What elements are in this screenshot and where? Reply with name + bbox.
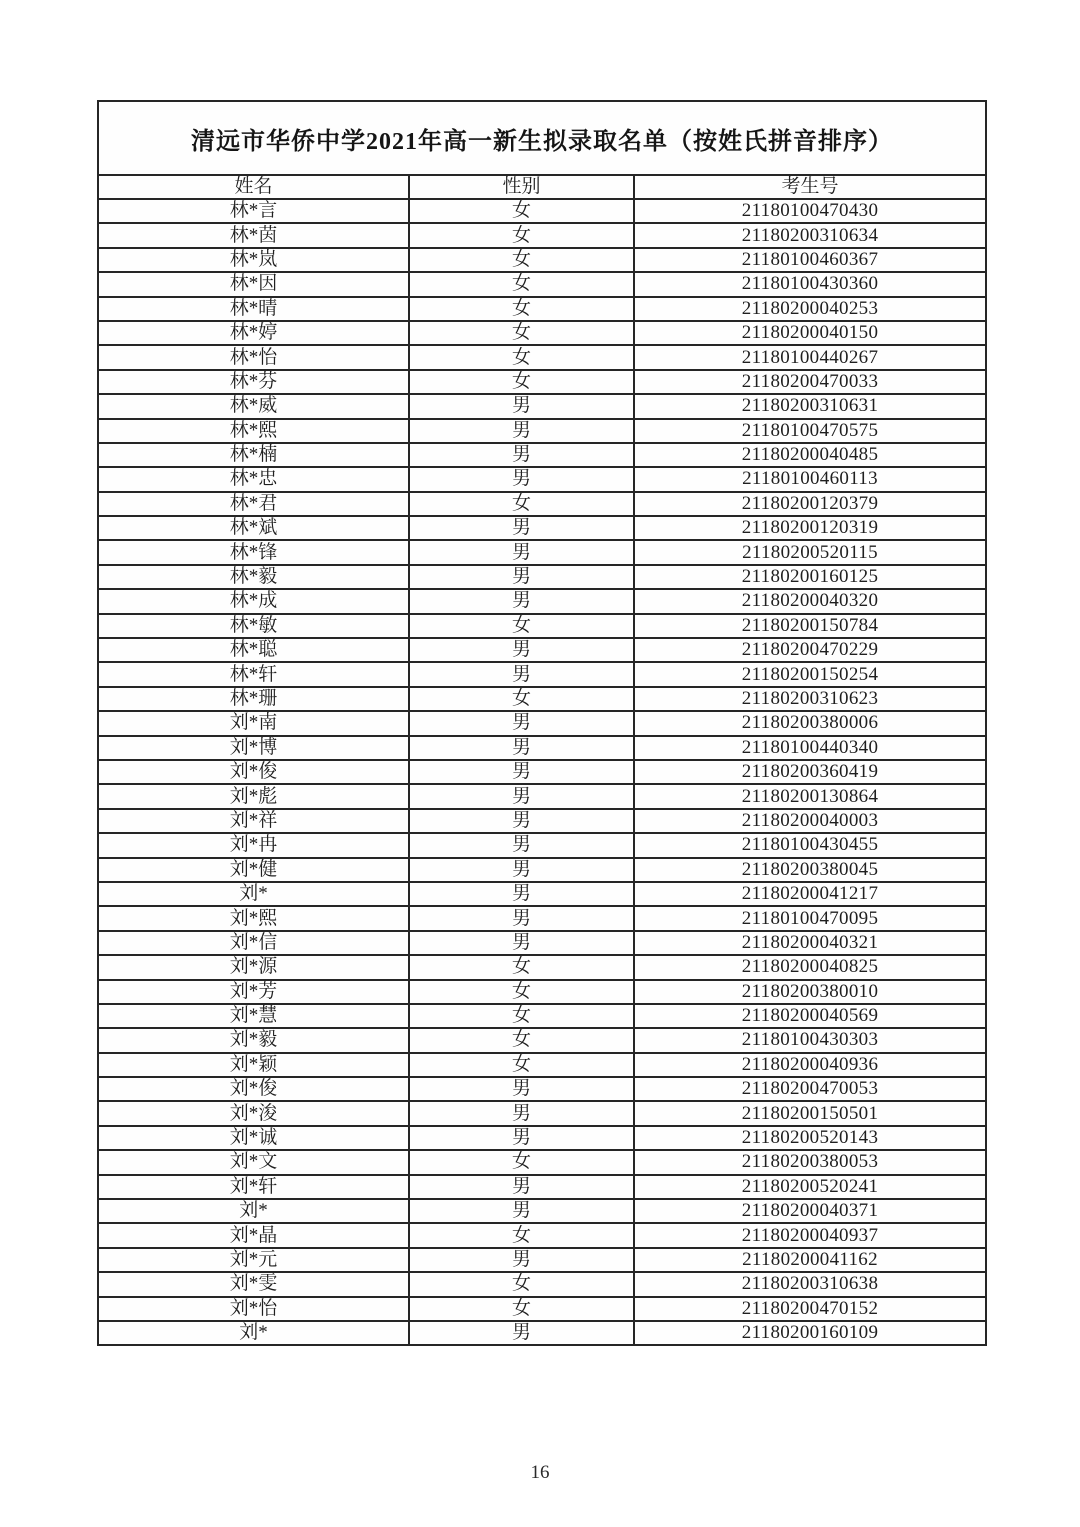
cell-exam-no: 21180200040371	[634, 1199, 986, 1223]
cell-exam-no: 21180200160109	[634, 1321, 986, 1345]
table-row	[98, 1101, 986, 1125]
column-header-exam-no: 考生号	[634, 175, 986, 199]
cell-gender: 男	[409, 1248, 634, 1272]
cell-gender: 女	[409, 1150, 634, 1174]
cell-name: 林*婷	[98, 321, 409, 345]
cell-name: 刘*祥	[98, 809, 409, 833]
cell-name: 刘*慧	[98, 1004, 409, 1028]
cell-exam-no: 21180200310623	[634, 687, 986, 711]
table-row	[98, 248, 986, 272]
table-row	[98, 784, 986, 808]
cell-name: 林*言	[98, 199, 409, 223]
cell-gender: 男	[409, 784, 634, 808]
table-row	[98, 199, 986, 223]
table-row	[98, 394, 986, 418]
cell-name: 林*珊	[98, 687, 409, 711]
cell-exam-no: 21180200120379	[634, 492, 986, 516]
cell-gender: 男	[409, 419, 634, 443]
table-row	[98, 1175, 986, 1199]
cell-name: 刘*彪	[98, 784, 409, 808]
cell-exam-no: 21180200120319	[634, 516, 986, 540]
cell-gender: 男	[409, 467, 634, 491]
cell-gender: 女	[409, 492, 634, 516]
cell-exam-no: 21180100460113	[634, 467, 986, 491]
cell-name: 林*晴	[98, 297, 409, 321]
cell-exam-no: 21180200130864	[634, 784, 986, 808]
table-row	[98, 1150, 986, 1174]
cell-name: 刘*文	[98, 1150, 409, 1174]
cell-name: 刘*晶	[98, 1223, 409, 1247]
table-row	[98, 565, 986, 589]
cell-name: 刘*源	[98, 955, 409, 979]
cell-exam-no: 21180200470229	[634, 638, 986, 662]
column-header-name: 姓名	[98, 175, 409, 199]
cell-exam-no: 21180200380045	[634, 858, 986, 882]
table-row	[98, 370, 986, 394]
cell-name: 刘*健	[98, 858, 409, 882]
cell-name: 刘*元	[98, 1248, 409, 1272]
cell-gender: 女	[409, 1297, 634, 1321]
cell-name: 林*锋	[98, 540, 409, 564]
cell-gender: 男	[409, 736, 634, 760]
cell-name: 林*熙	[98, 419, 409, 443]
cell-name: 刘*颖	[98, 1053, 409, 1077]
cell-exam-no: 21180100440340	[634, 736, 986, 760]
table-row	[98, 516, 986, 540]
cell-gender: 女	[409, 1053, 634, 1077]
cell-exam-no: 21180200520143	[634, 1126, 986, 1150]
cell-gender: 男	[409, 760, 634, 784]
table-row	[98, 858, 986, 882]
cell-gender: 女	[409, 1223, 634, 1247]
table-row	[98, 540, 986, 564]
cell-exam-no: 21180200160125	[634, 565, 986, 589]
cell-exam-no: 21180200041217	[634, 882, 986, 906]
cell-exam-no: 21180100430455	[634, 833, 986, 857]
cell-exam-no: 21180200310631	[634, 394, 986, 418]
cell-gender: 男	[409, 906, 634, 930]
cell-exam-no: 21180200040485	[634, 443, 986, 467]
cell-gender: 女	[409, 1028, 634, 1052]
page-title: 清远市华侨中学2021年高一新生拟录取名单（按姓氏拼音排序）	[98, 101, 986, 175]
table-row	[98, 1053, 986, 1077]
table-row	[98, 1297, 986, 1321]
table-row	[98, 687, 986, 711]
cell-name: 刘*浚	[98, 1101, 409, 1125]
cell-gender: 男	[409, 711, 634, 735]
cell-gender: 男	[409, 931, 634, 955]
cell-exam-no: 21180200040321	[634, 931, 986, 955]
cell-gender: 男	[409, 833, 634, 857]
cell-name: 林*怡	[98, 345, 409, 369]
cell-gender: 男	[409, 565, 634, 589]
cell-name: 刘*毅	[98, 1028, 409, 1052]
table-row	[98, 1199, 986, 1223]
cell-name: 刘*芳	[98, 980, 409, 1004]
table-row	[98, 1028, 986, 1052]
cell-gender: 男	[409, 1321, 634, 1345]
cell-gender: 女	[409, 687, 634, 711]
cell-name: 刘*雯	[98, 1272, 409, 1296]
cell-gender: 男	[409, 882, 634, 906]
cell-gender: 女	[409, 199, 634, 223]
cell-exam-no: 21180200040253	[634, 297, 986, 321]
cell-exam-no: 21180200360419	[634, 760, 986, 784]
table-row	[98, 833, 986, 857]
table-row	[98, 443, 986, 467]
cell-gender: 男	[409, 443, 634, 467]
table-row	[98, 272, 986, 296]
cell-name: 林*轩	[98, 662, 409, 686]
cell-exam-no: 21180100470430	[634, 199, 986, 223]
cell-gender: 女	[409, 614, 634, 638]
cell-exam-no: 21180200041162	[634, 1248, 986, 1272]
table-row	[98, 614, 986, 638]
cell-name: 林*威	[98, 394, 409, 418]
cell-name: 林*因	[98, 272, 409, 296]
cell-name: 林*茵	[98, 223, 409, 247]
table-row	[98, 931, 986, 955]
table-row	[98, 736, 986, 760]
table-row	[98, 882, 986, 906]
table-row	[98, 1126, 986, 1150]
cell-gender: 女	[409, 248, 634, 272]
table-row	[98, 1321, 986, 1345]
cell-name: 刘*博	[98, 736, 409, 760]
cell-name: 刘*	[98, 1199, 409, 1223]
table-row	[98, 589, 986, 613]
table-row	[98, 1077, 986, 1101]
cell-exam-no: 21180200470033	[634, 370, 986, 394]
cell-exam-no: 21180200040320	[634, 589, 986, 613]
cell-name: 刘*诚	[98, 1126, 409, 1150]
cell-gender: 女	[409, 321, 634, 345]
header-row	[98, 175, 986, 199]
table-row	[98, 1248, 986, 1272]
cell-exam-no: 21180200150784	[634, 614, 986, 638]
cell-name: 林*聪	[98, 638, 409, 662]
cell-gender: 男	[409, 1126, 634, 1150]
cell-exam-no: 21180200150501	[634, 1101, 986, 1125]
cell-name: 刘*	[98, 1321, 409, 1345]
cell-exam-no: 21180100460367	[634, 248, 986, 272]
cell-name: 林*毅	[98, 565, 409, 589]
cell-exam-no: 21180200380006	[634, 711, 986, 735]
cell-exam-no: 21180200470152	[634, 1297, 986, 1321]
cell-name: 林*敏	[98, 614, 409, 638]
cell-gender: 男	[409, 1101, 634, 1125]
cell-gender: 女	[409, 370, 634, 394]
cell-name: 刘*冉	[98, 833, 409, 857]
cell-gender: 男	[409, 540, 634, 564]
cell-name: 刘*南	[98, 711, 409, 735]
page-number: 16	[530, 1462, 550, 1483]
cell-gender: 男	[409, 1199, 634, 1223]
cell-exam-no: 21180200040003	[634, 809, 986, 833]
cell-name: 林*君	[98, 492, 409, 516]
cell-name: 林*楠	[98, 443, 409, 467]
cell-gender: 女	[409, 297, 634, 321]
cell-gender: 女	[409, 955, 634, 979]
cell-name: 林*成	[98, 589, 409, 613]
cell-name: 刘*	[98, 882, 409, 906]
cell-name: 林*岚	[98, 248, 409, 272]
table-row	[98, 1272, 986, 1296]
cell-gender: 女	[409, 980, 634, 1004]
cell-exam-no: 21180200040569	[634, 1004, 986, 1028]
cell-exam-no: 21180200380010	[634, 980, 986, 1004]
cell-name: 刘*信	[98, 931, 409, 955]
table-row	[98, 809, 986, 833]
cell-name: 林*忠	[98, 467, 409, 491]
title-row	[98, 101, 986, 175]
column-header-gender: 性别	[409, 175, 634, 199]
cell-name: 林*芬	[98, 370, 409, 394]
cell-name: 刘*怡	[98, 1297, 409, 1321]
cell-exam-no: 21180100470095	[634, 906, 986, 930]
cell-exam-no: 21180100430360	[634, 272, 986, 296]
cell-gender: 女	[409, 1004, 634, 1028]
cell-exam-no: 21180200380053	[634, 1150, 986, 1174]
cell-exam-no: 21180100430303	[634, 1028, 986, 1052]
cell-name: 刘*熙	[98, 906, 409, 930]
cell-gender: 男	[409, 809, 634, 833]
table-row	[98, 980, 986, 1004]
cell-gender: 男	[409, 1077, 634, 1101]
cell-exam-no: 21180200520115	[634, 540, 986, 564]
cell-exam-no: 21180200310634	[634, 223, 986, 247]
cell-name: 刘*俊	[98, 1077, 409, 1101]
cell-gender: 女	[409, 272, 634, 296]
cell-exam-no: 21180200040825	[634, 955, 986, 979]
cell-exam-no: 21180200470053	[634, 1077, 986, 1101]
table-row	[98, 345, 986, 369]
table-row	[98, 321, 986, 345]
cell-name: 林*斌	[98, 516, 409, 540]
cell-gender: 女	[409, 1272, 634, 1296]
table-row	[98, 492, 986, 516]
table-row	[98, 906, 986, 930]
cell-exam-no: 21180200040937	[634, 1223, 986, 1247]
table-row	[98, 1223, 986, 1247]
table-row	[98, 760, 986, 784]
cell-gender: 男	[409, 858, 634, 882]
cell-gender: 男	[409, 589, 634, 613]
cell-gender: 男	[409, 662, 634, 686]
cell-exam-no: 21180100440267	[634, 345, 986, 369]
table-row	[98, 297, 986, 321]
table-row	[98, 467, 986, 491]
cell-exam-no: 21180200310638	[634, 1272, 986, 1296]
table-row	[98, 223, 986, 247]
cell-gender: 女	[409, 223, 634, 247]
cell-gender: 男	[409, 516, 634, 540]
table-row	[98, 955, 986, 979]
cell-gender: 男	[409, 638, 634, 662]
table-row	[98, 711, 986, 735]
admission-table	[97, 100, 987, 1346]
cell-name: 刘*俊	[98, 760, 409, 784]
table-row	[98, 662, 986, 686]
cell-gender: 女	[409, 345, 634, 369]
cell-exam-no: 21180100470575	[634, 419, 986, 443]
cell-name: 刘*轩	[98, 1175, 409, 1199]
cell-exam-no: 21180200520241	[634, 1175, 986, 1199]
table-row	[98, 1004, 986, 1028]
cell-gender: 男	[409, 1175, 634, 1199]
cell-exam-no: 21180200150254	[634, 662, 986, 686]
cell-gender: 男	[409, 394, 634, 418]
table-body	[98, 199, 986, 1345]
table-row	[98, 419, 986, 443]
table-row	[98, 638, 986, 662]
cell-exam-no: 21180200040936	[634, 1053, 986, 1077]
cell-exam-no: 21180200040150	[634, 321, 986, 345]
